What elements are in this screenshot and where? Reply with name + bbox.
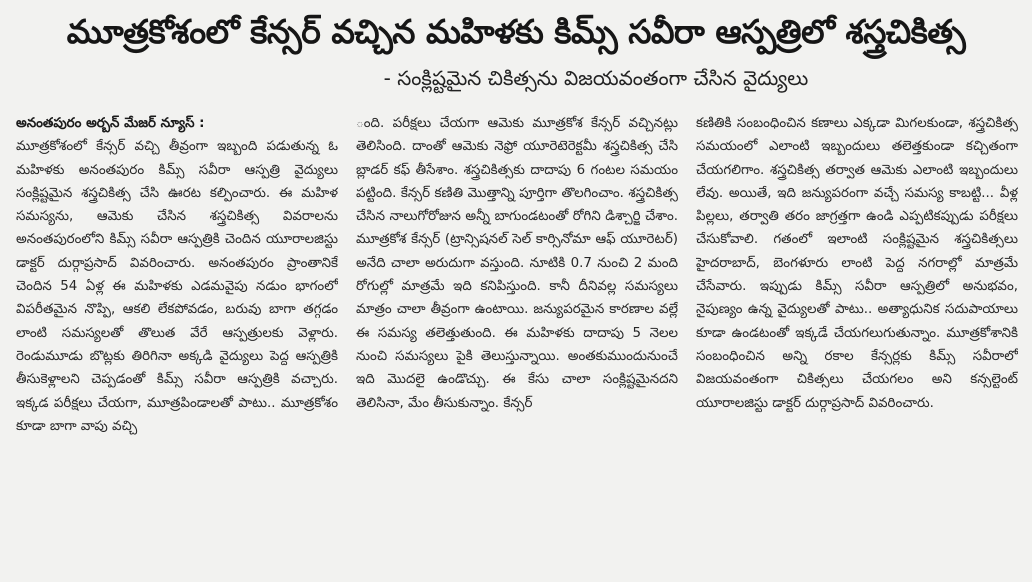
- headline: మూత్రకోశంలో కేన్సర్ వచ్చిన మహిళకు కిమ్స్ సవీరా ఆస్పత్రిలో శస్త్రచికిత్స: [66, 12, 966, 51]
- article-body: [16, 112, 1018, 576]
- subheadline: - సంక్లిష్టమైన చికిత్సను విజయవంతంగా చేసిన వైద్యులు: [383, 66, 809, 90]
- column-1-text: మూత్రకోశంలో కేన్సర్ వచ్చి తీవ్రంగా ఇబ్బంది పడుతున్న ఓ మహిళకు అనంతపురం కిమ్స్ సవీరా ఆస్పత్రి వైద్యులు సంక్లిష్టమైన శస్త్రచికిత్స చేసి ఊరట కల్పించారు. ఈ మహిళ సమస్యను, ఆమెకు చేసిన శస్త్రచికిత్స వివరాలను అనంతపురంలోని కిమ్స్ సవీరా ఆస్పత్రికి చెందిన యూరాలజిస్టు డాక్టర్ దుర్గాప్రసాద్ వివరించారు. అనంతపురం ప్రాంతానికే చెందిన 54 ఏళ్ల ఈ మహిళకు ఎడమవైపు నడుం భాగంలో విపరీతమైన నొప్పి, ఆకలి లేకపోవడం, బరువు బాగా తగ్గడం లాంటి సమస్యలతో తొలుత వేరే ఆస్పత్రులకు వెళ్లారు. రెండుమూడు బొట్లకు తిరిగినా అక్కడి వైద్యులు పెద్ద ఆస్పత్రికి తీసుకెళ్లాలని చెప్పడంతో కిమ్స్ సవీరా ఆస్పత్రికి వచ్చారు. ఇక్కడ పరీక్షలు చేయగా, మూత్రపిండాలతో పాటు.. మూత్రకోశం కూడా బాగా వాపు వచ్చి: [16, 139, 338, 434]
- byline: అనంతపురం అర్బన్ మేజర్ న్యూస్ :: [16, 116, 205, 131]
- column-2-text: ంది. పరీక్షలు చేయగా ఆమెకు మూత్రకోశ కేన్సర్ వచ్చినట్లు తెలిసింది. దాంతో ఆమెకు నెఫ్రో యూరెటెరెక్టమీ శస్త్రచికిత్స చేసి బ్లాడర్ కఫ్ తీసేశాం. శస్త్రచికిత్సకు దాదాపు 6 గంటల సమయం పట్టింది. కేన్సర్ కణితి మొత్తాన్ని పూర్తిగా తొలగించాం. శస్త్రచికిత్స చేసిన నాలుగోరోజున అన్నీ బాగుండటంతో రోగిని డిశ్చార్జి చేశాం. మూత్రకోశ కేన్సర్ (ట్రాన్సిషనల్ సెల్ కార్సినోమా ఆఫ్ యూరెటర్) అనేది చాలా అరుదుగా వస్తుంది. నూటికి 0.7 నుంచి 2 మంది రోగుల్లో మాత్రమే ఇది కనిపిస్తుంది. కానీ దీనివల్ల సమస్యలు మాత్రం చాలా తీవ్రంగా ఉంటాయి. జన్యుపరమైన కారణాల వల్లే ఈ సమస్య తలెత్తుతుంది. ఈ మహిళకు దాదాపు 5 నెలల నుంచి సమస్యలు పైకి తెలుస్తున్నాయి. అంతకుముందునుంచే ఇది మొదలై ఉండొచ్చు. ఈ కేసు చాలా సంక్లిష్టమైనదని తెలిసినా, మేం తీసుకున్నాం. కేన్సర్: [356, 116, 678, 411]
- column-3: [696, 112, 1018, 576]
- column-2: [356, 112, 678, 576]
- column-3-text: కణితికి సంబంధించిన కణాలు ఎక్కడా మిగలకుండా, శస్త్రచికిత్స సమయంలో ఎలాంటి ఇబ్బందులు తలెత్తకుండా కచ్చితంగా చేయగలిగాం. శస్త్రచికిత్స తర్వాత ఆమెకు ఎలాంటి ఇబ్బందులు లేవు. అయితే, ఇది జన్యుపరంగా వచ్చే సమస్య కాబట్టి... వీళ్ల పిల్లలు, తర్వాతి తరం జాగ్రత్తగా ఉండి ఎప్పటికప్పుడు పరీక్షలు చేసుకోవాలి. గతంలో ఇలాంటి సంక్లిష్టమైన శస్త్రచికిత్సలు హైదరాబాద్, బెంగళూరు లాంటి పెద్ద నగరాల్లో మాత్రమే చేసేవారు. ఇప్పుడు కిమ్స్ సవీరా ఆస్పత్రిలో అనుభవం, నైపుణ్యం ఉన్న వైద్యులతో పాటు.. అత్యాధునిక సదుపాయాలు కూడా ఉండటంతో ఇక్కడే చేయగలుగుతున్నాం. మూత్రకోశానికి సంబంధించిన అన్ని రకాల కేన్సర్లకు కిమ్స్ సవీరాలో విజయవంతంగా చికిత్సలు చేయగలం అని కన్సల్టెంట్ యూరాలజిస్టు డాక్టర్ దుర్గాప్రసాద్ వివరించారు.: [696, 116, 1018, 411]
- column-1: [16, 112, 338, 576]
